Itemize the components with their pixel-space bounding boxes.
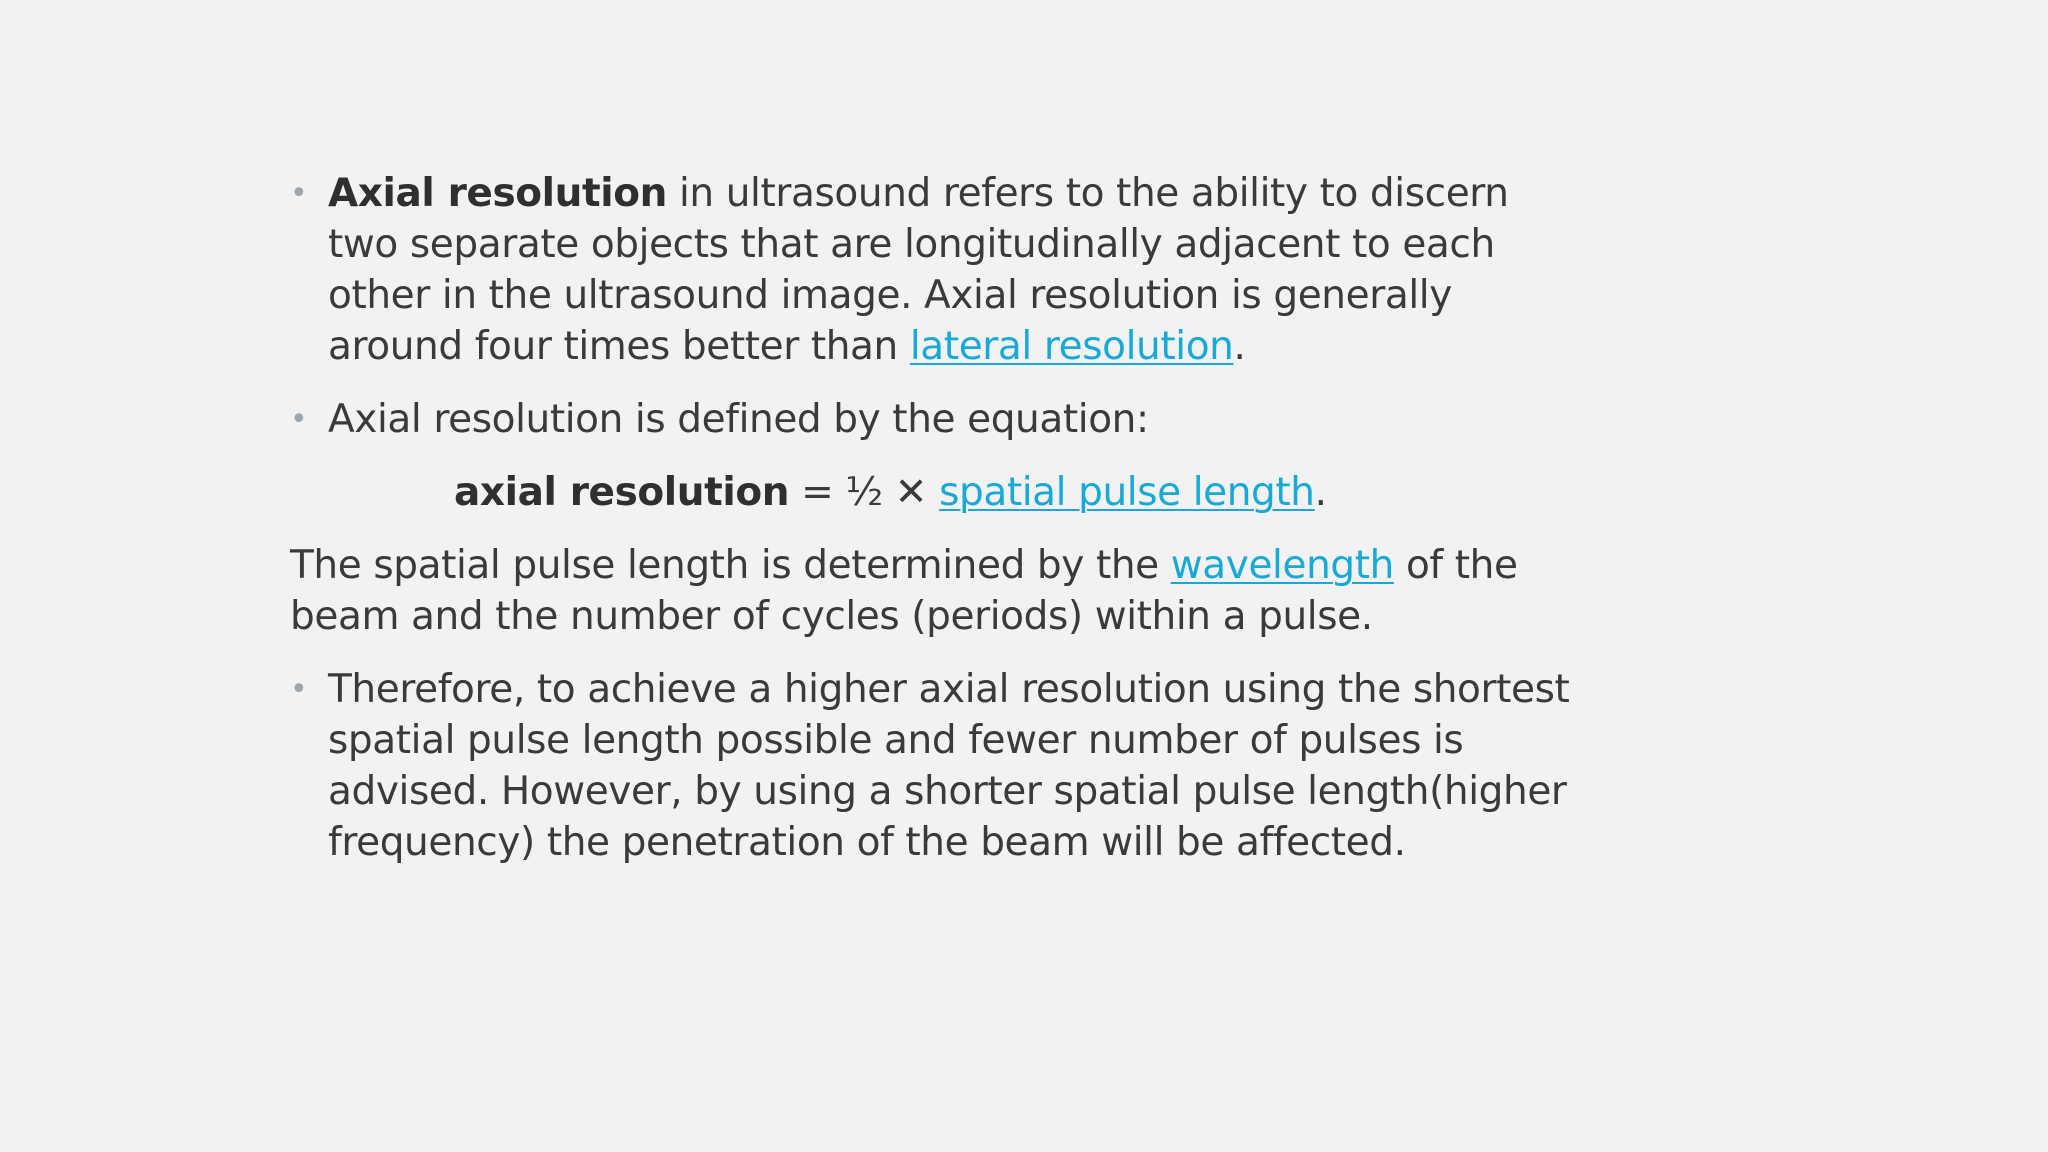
term-axial-resolution: Axial resolution: [328, 171, 667, 216]
paragraph-end: of the beam and the number of cycles (periods) within a pulse.: [290, 543, 1518, 639]
link-lateral-resolution[interactable]: lateral resolution: [909, 324, 1234, 369]
equation-end: .: [1314, 470, 1327, 515]
bullet-icon: •: [290, 176, 308, 211]
paragraph-axial-resolution-definition: [290, 168, 1590, 372]
bullet-icon: •: [290, 672, 308, 707]
paragraph-text: in ultrasound refers to the ability to discern two separate objects that are longitudinally adjacent to each other in the ultrasound image. Axial resolution is generally around four times better than: [328, 171, 1509, 369]
bullet-icon: •: [290, 402, 308, 437]
paragraph-spatial-pulse-length: [290, 540, 1590, 642]
paragraph-end: .: [1233, 324, 1246, 369]
paragraph-text: Axial resolution is defined by the equation:: [328, 397, 1149, 442]
paragraph-equation-intro: [290, 394, 1590, 445]
link-wavelength[interactable]: wavelength: [1170, 543, 1394, 588]
slide-body: [290, 168, 1590, 868]
link-spatial-pulse-length[interactable]: spatial pulse length: [939, 470, 1315, 515]
paragraph-text: Therefore, to achieve a higher axial resolution using the shortest spatial pulse length possible and fewer number of pulses is advised. However, by using a shorter spatial pulse length(higher frequency) the penetration of the beam will be affected.: [328, 667, 1570, 865]
paragraph-text: The spatial pulse length is determined by the: [290, 543, 1171, 588]
equation-operator: = ½ ✕: [789, 470, 940, 515]
equation-term: axial resolution: [454, 470, 790, 515]
equation: [290, 467, 1590, 518]
paragraph-conclusion: [290, 664, 1590, 868]
